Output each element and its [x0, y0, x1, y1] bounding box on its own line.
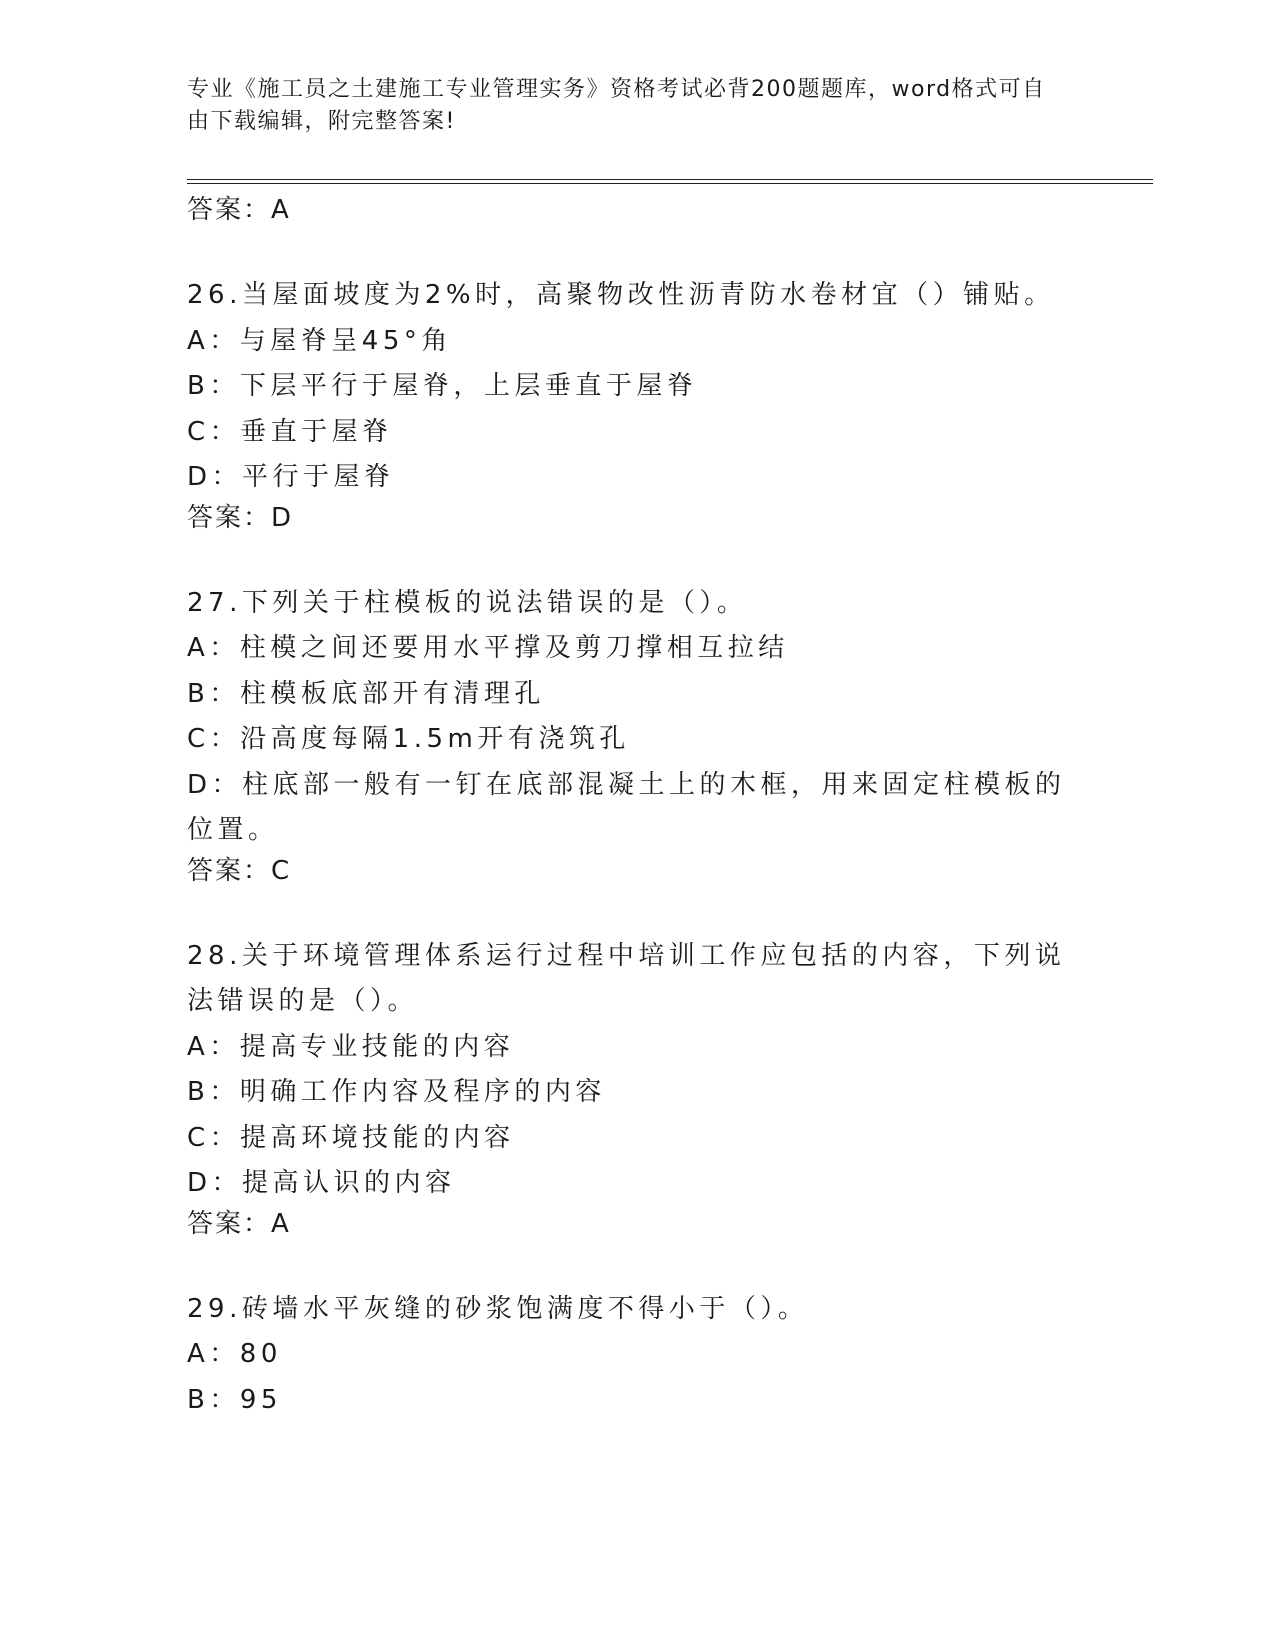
option-c: C：提高环境技能的内容: [187, 1122, 515, 1153]
header-title: 专业《施工员之土建施工专业管理实务》资格考试必背200题题库，word格式可自由下载编辑，附完整答案!: [187, 77, 1046, 134]
question-28: [187, 934, 1087, 1241]
question-stem: 27.下列关于柱模板的说法错误的是（）。: [187, 587, 748, 618]
option-d: D：柱底部一般有一钉在底部混凝土上的木框，用来固定柱模板的位置。: [187, 769, 1066, 845]
question-29: [187, 1287, 1087, 1424]
option-b: B：明确工作内容及程序的内容: [187, 1077, 606, 1107]
answer-line: 答案：D: [187, 502, 294, 533]
option-a: A：提高专业技能的内容: [187, 1031, 515, 1062]
question-27: [187, 581, 1087, 888]
option-d: D：平行于屋脊: [187, 462, 395, 492]
option-c: C：沿高度每隔1.5m开有浇筑孔: [187, 724, 630, 754]
answer-line: 答案：A: [187, 195, 291, 225]
question-26: [187, 273, 1087, 535]
option-a: A：柱模之间还要用水平撑及剪刀撑相互拉结: [187, 633, 789, 663]
question-stem: 28.关于环境管理体系运行过程中培训工作应包括的内容，下列说法错误的是（）。: [187, 940, 1066, 1016]
option-a: A：80: [187, 1339, 282, 1369]
header-divider: [187, 179, 1153, 184]
option-a: A：与屋脊呈45°角: [187, 325, 452, 356]
answer-line: 答案：A: [187, 1208, 291, 1239]
question-stem: 26.当屋面坡度为2%时，高聚物改性沥青防水卷材宜（）铺贴。: [187, 280, 1055, 310]
option-d: D：提高认识的内容: [187, 1168, 456, 1198]
option-b: B：95: [187, 1384, 282, 1415]
option-b: B：柱模板底部开有清理孔: [187, 678, 545, 709]
option-c: C：垂直于屋脊: [187, 416, 393, 447]
answer-line: 答案：C: [187, 855, 292, 886]
option-b: B：下层平行于屋脊，上层垂直于屋脊: [187, 371, 698, 401]
page-header: [187, 74, 1067, 138]
question-stem: 29.砖墙水平灰缝的砂浆饱满度不得小于（）。: [187, 1293, 809, 1324]
question-list: [187, 193, 1087, 1423]
